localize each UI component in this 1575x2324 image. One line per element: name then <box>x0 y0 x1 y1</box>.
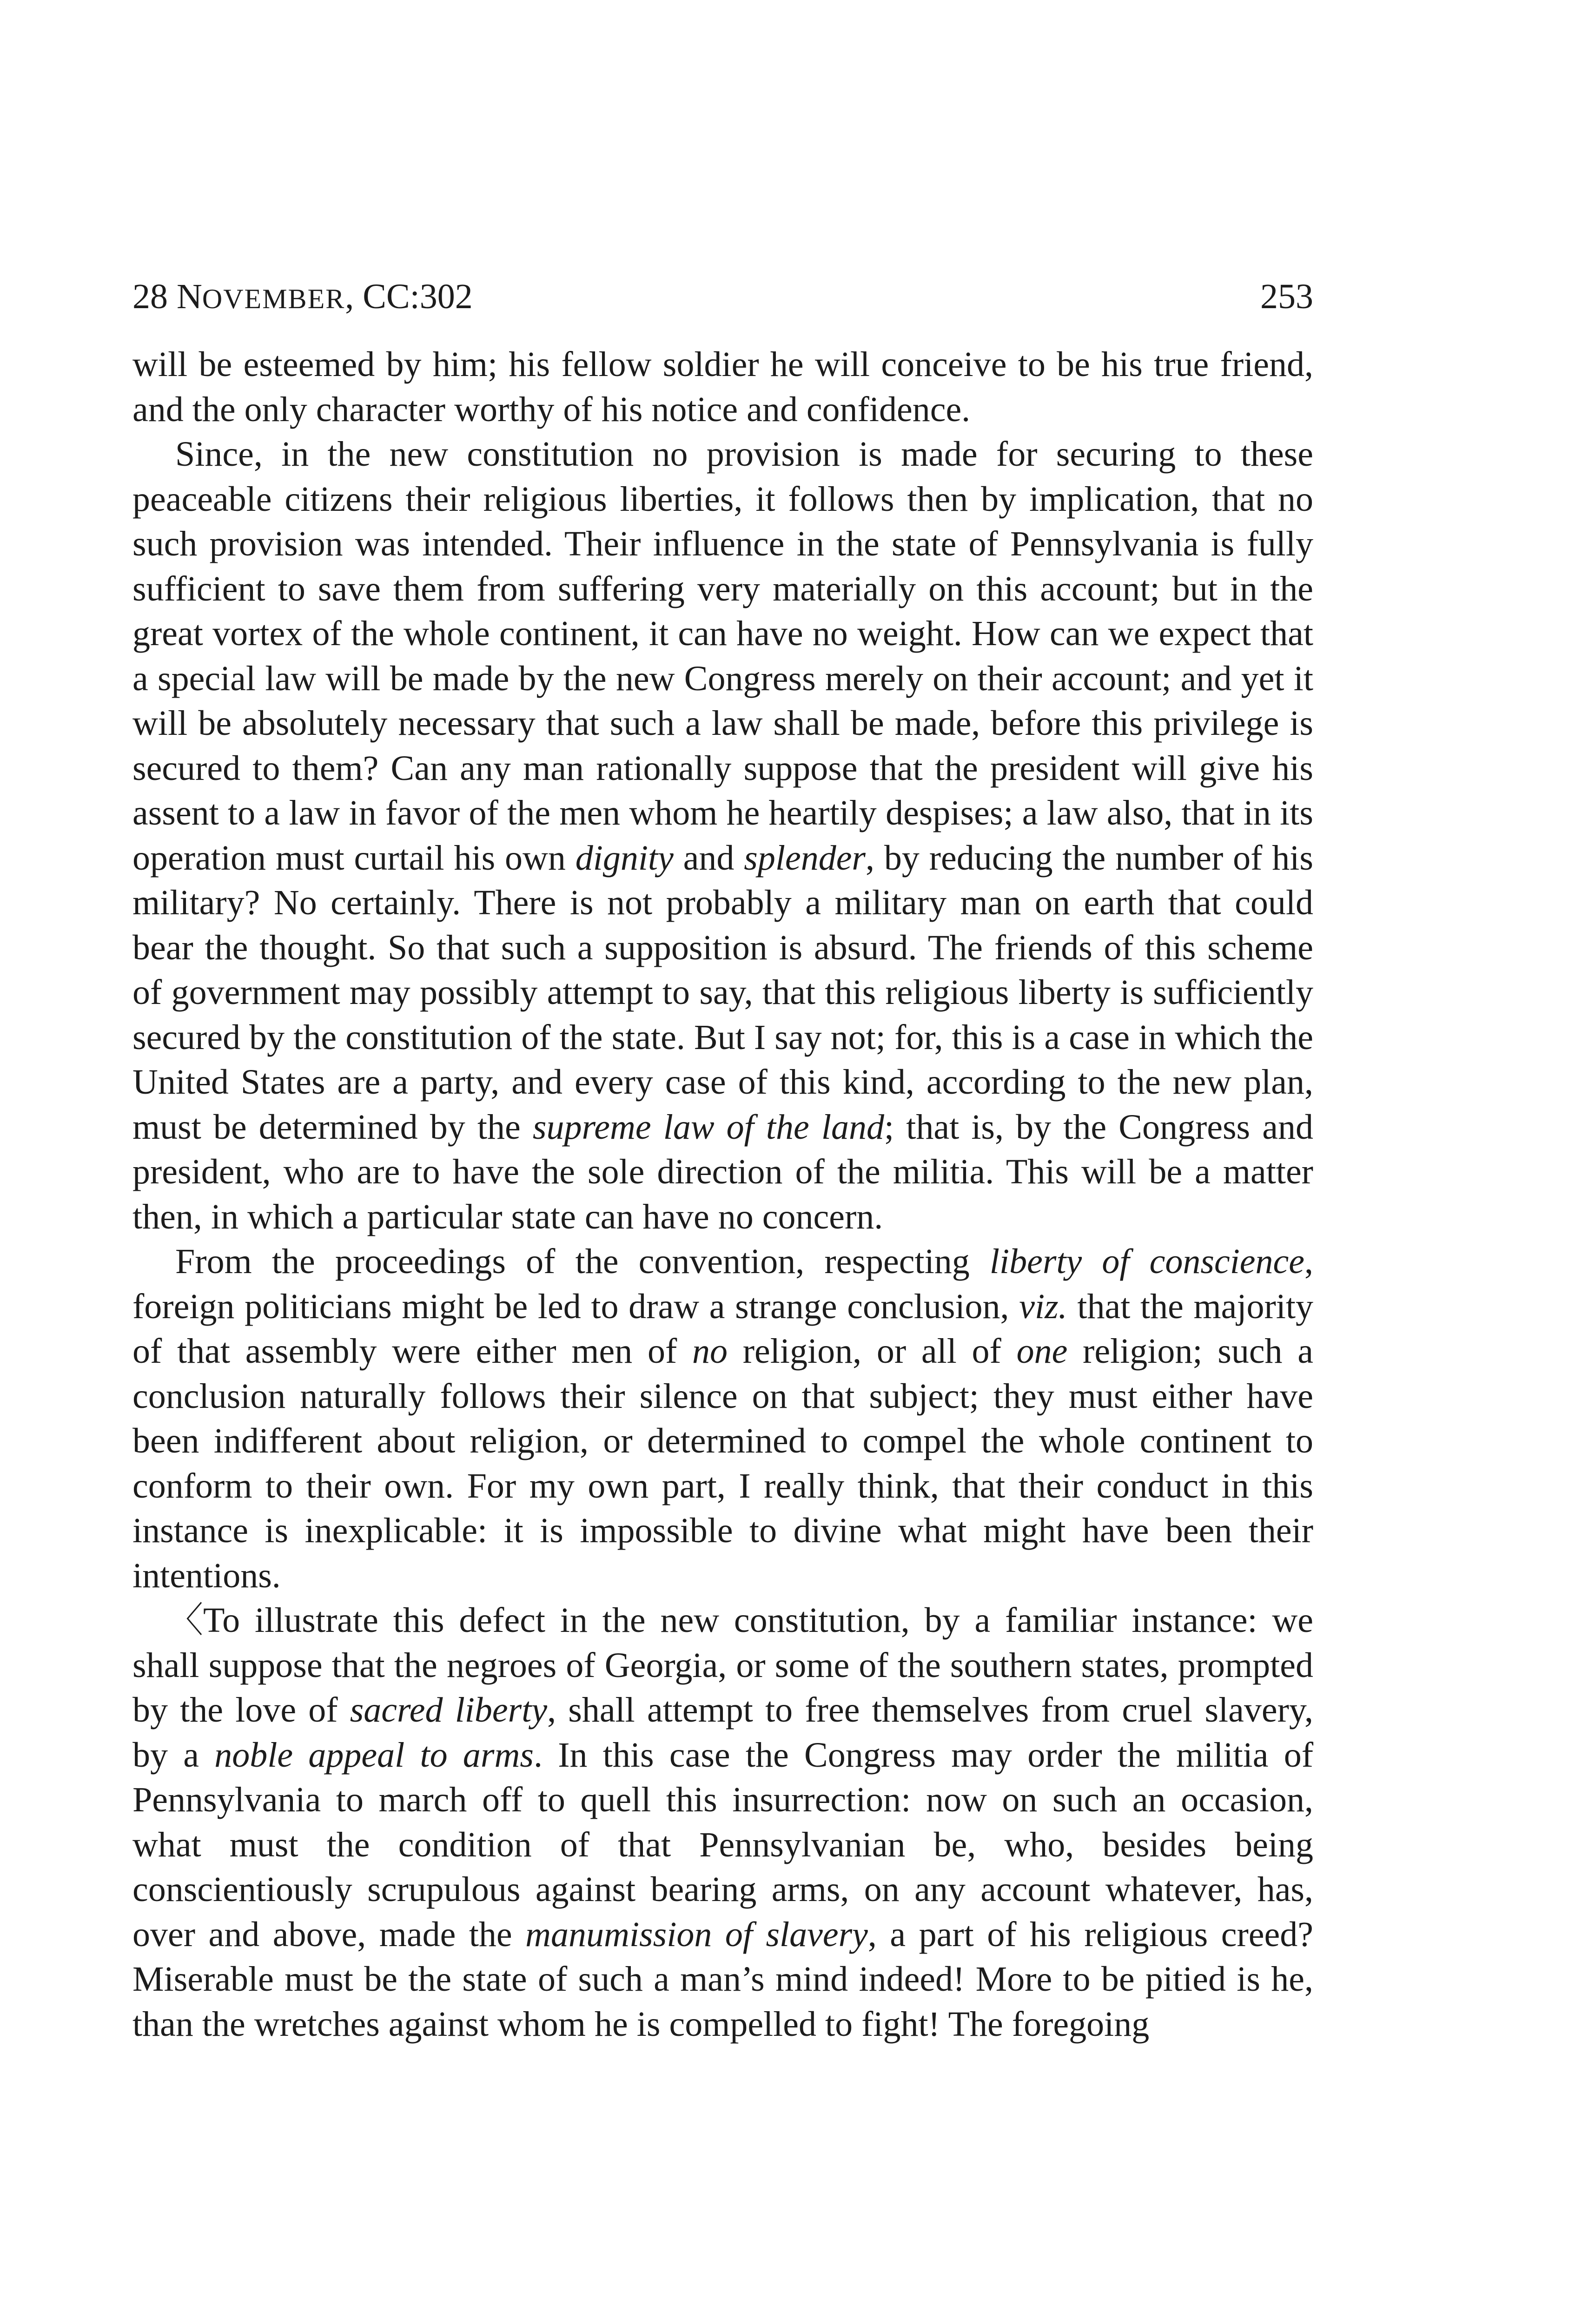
italic-dignity: dignity <box>575 838 674 878</box>
italic-supreme-law: supreme law of the land <box>532 1107 884 1147</box>
paragraph-2-text-d: ; that is, by the Congress and president, who are to have the sole direction of the militia. This will be a matter then, in which a particular state can have no concern. <box>132 1107 1313 1236</box>
paragraph-4 <box>132 1598 1313 2047</box>
italic-splender: splender <box>744 838 866 878</box>
italic-liberty-of-conscience: liberty of conscience <box>989 1242 1305 1281</box>
paragraph-4-text-a: 〈To illustrate this defect in the new constitution, by a familiar instance: we shall suppose that the negroes of Georgia, or some of the southern states, prompted by the love of <box>132 1601 1313 1730</box>
italic-manumission: manumission of slavery <box>525 1915 868 1954</box>
italic-noble-appeal: noble appeal to arms <box>214 1735 534 1775</box>
paragraph-2-text-b: and <box>673 838 744 878</box>
body-text <box>132 342 1313 2047</box>
italic-one: one <box>1016 1332 1068 1371</box>
header-month-smallcaps: OVEMBER <box>202 284 345 314</box>
paragraph-3-text-d: religion, or all of <box>727 1332 1017 1371</box>
document-page <box>132 279 1313 2047</box>
paragraph-4-text-b: , shall attempt to free themselves from cruel slavery, by a <box>132 1690 1313 1775</box>
header-doc-ref: , CC:302 <box>345 277 473 316</box>
page-number: 253 <box>1260 277 1313 316</box>
paragraph-2 <box>132 432 1313 1239</box>
header-date-day: 28 <box>132 277 168 316</box>
paragraph-3-text-e: religion; such a conclusion naturally follows their silence on that subject; they must either have been indifferent about religion, or determined to compel the whole continent to conform to their own. For my own part, I really think, that their conduct in this instance is inexplicable: it is impossible to divine what might have been their intentions. <box>132 1332 1314 1595</box>
paragraph-2-text-c: , by reducing the number of his military? No certainly. There is not probably a military man on earth that could bear the thought. So that such a supposition is absurd. The friends of this scheme of government may possibly attempt to say, that this religious liberty is sufficiently secured by the constitution of the state. But I say not; for, this is a case in which the United States are a party, and every case of this kind, according to the new plan, must be determined by the <box>132 838 1313 1147</box>
italic-viz: viz. <box>1019 1287 1067 1326</box>
running-head <box>132 279 1313 314</box>
paragraph-1: will be esteemed by him; his fellow soldier he will conceive to be his true friend, and the only character worthy of his notice and confidence. <box>132 345 1313 429</box>
italic-no: no <box>692 1332 728 1371</box>
paragraph-3-text-a: From the proceedings of the convention, respecting <box>175 1242 990 1281</box>
paragraph-3 <box>132 1239 1313 1598</box>
paragraph-4-text-c: . In this case the Congress may order the militia of Pennsylvania to march off to quell this insurrection: now on such an occasion, what must the condition of that Pennsylvanian be, who, besides being conscientiously scrupulous against bearing arms, on any account whatever, has, over and above, made the <box>132 1735 1314 1954</box>
paragraph-2-text-a: Since, in the new constitution no provision is made for securing to these peaceable citizens their religious liberties, it follows then by implication, that no such provision was intended. Their influence in the state of Pennsylvania is fully sufficient to save them from suffering very materially on this account; but in the great vortex of the whole continent, it can have no weight. How can we expect that a special law will be made by the new Congress merely on their account; and yet it will be absolutely necessary that such a law shall be made, before this privilege is secured to them? Can any man rationally suppose that the president will give his assent to a law in favor of the men whom he heartily despises; a law also, that in its operation must curtail his own <box>132 435 1313 878</box>
paragraph-3-text-c: that the majority of that assembly were either men of <box>132 1287 1313 1371</box>
header-month-initial: N <box>177 277 202 316</box>
italic-sacred-liberty: sacred liberty <box>350 1690 548 1730</box>
paragraph-4-text-d: , a part of his religious creed? Miserable must be the state of such a man’s mind indeed! More to be pitied is he, than the wretches against whom he is compelled to fight! The foregoing <box>132 1915 1313 2044</box>
paragraph-3-text-b: , foreign politicians might be led to draw a strange conclusion, <box>132 1242 1314 1326</box>
running-head-left <box>132 279 473 314</box>
